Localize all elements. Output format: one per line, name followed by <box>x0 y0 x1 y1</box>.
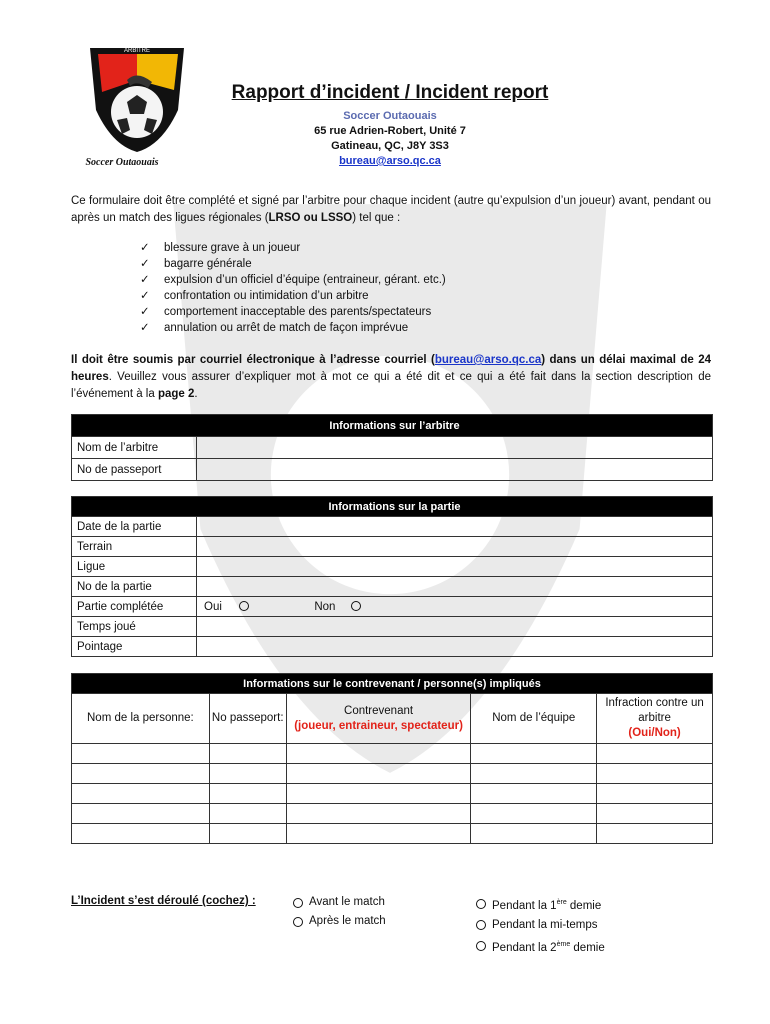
first-half-radio[interactable] <box>476 899 486 909</box>
second-half-option[interactable]: Pendant la 2ème demie <box>476 935 605 958</box>
list-item: ✓ bagarre générale <box>140 258 252 270</box>
half-time-radio[interactable] <box>476 920 486 930</box>
table-row <box>72 437 713 459</box>
after-match-option[interactable]: Après le match <box>293 912 386 931</box>
game-date-field[interactable] <box>197 517 713 537</box>
checkmark-icon: ✓ <box>140 258 150 270</box>
checkmark-icon: ✓ <box>140 322 150 334</box>
logo-shield-icon <box>82 40 192 180</box>
contact-email-link[interactable]: bureau@arso.qc.ca <box>339 155 441 167</box>
field-label: Terrain <box>72 537 197 557</box>
table-row <box>72 517 713 537</box>
list-item: ✓ annulation ou arrêt de match de façon imprévue <box>140 322 409 334</box>
list-item: ✓ confrontation ou intimidation d’un arbitre <box>140 290 369 302</box>
col-person-name: Nom de la personne: <box>72 694 210 744</box>
intro-paragraph <box>71 193 711 227</box>
referee-name-field[interactable] <box>197 437 713 459</box>
submission-notice: Il doit être soumis par courriel électronique à l’adresse courriel (bureau@arso.qc.ca) dans un délai maximal de 24 heures. Veuillez vous assurer d’expliquer mot à mot ce qui a été dit et ce qui a été fait dans la section description de l’événement à la page 2. <box>71 354 711 400</box>
intro-text-end: ) tel que : <box>352 212 401 224</box>
logo-bottom-text: Soccer Outaouais <box>85 157 159 168</box>
time-played-field[interactable] <box>197 617 713 637</box>
field-field[interactable] <box>197 537 713 557</box>
league-label: Ligue <box>72 557 197 577</box>
timing-options-right <box>476 893 605 958</box>
incident-type-list <box>140 240 446 336</box>
table-row <box>72 637 713 657</box>
first-half-option[interactable]: Pendant la 1ère demie <box>476 893 605 916</box>
offender-section-header: Informations sur le contrevenant / personne(s) impliqués <box>72 674 713 694</box>
referee-name-label: Nom de l’arbitre <box>72 437 197 459</box>
table-row <box>72 617 713 637</box>
before-match-radio[interactable] <box>293 898 303 908</box>
game-completed-options <box>197 597 713 617</box>
list-item: ✓ comportement inacceptable des parents/spectateurs <box>140 306 432 318</box>
table-row <box>72 597 713 617</box>
after-match-radio[interactable] <box>293 917 303 927</box>
page-title: Rapport d’incident / Incident report <box>231 82 549 103</box>
before-match-option[interactable]: Avant le match <box>293 893 386 912</box>
no-label: Non <box>314 600 336 613</box>
second-half-radio[interactable] <box>476 941 486 951</box>
yes-radio[interactable] <box>239 601 249 611</box>
referee-section-header: Informations sur l’arbitre <box>72 415 713 437</box>
half-time-option[interactable]: Pendant la mi-temps <box>476 916 605 935</box>
game-number-field[interactable] <box>197 577 713 597</box>
checkmark-icon: ✓ <box>140 242 150 254</box>
table-row <box>72 804 713 824</box>
game-number-label: No de la partie <box>72 577 197 597</box>
table-row <box>72 824 713 844</box>
yes-label: Oui <box>204 600 222 613</box>
league-field[interactable] <box>197 557 713 577</box>
table-header-row <box>72 694 713 744</box>
col-offender: Contrevenant (joueur, entraineur, spectateur) <box>286 694 471 744</box>
timing-options-left <box>293 893 386 931</box>
list-item: ✓ blessure grave à un joueur <box>140 242 301 254</box>
col-passport: No passeport: <box>209 694 286 744</box>
checkmark-icon: ✓ <box>140 306 150 318</box>
game-section-header: Informations sur la partie <box>72 497 713 517</box>
passport-number-label: No de passeport <box>72 459 197 481</box>
table-row <box>72 744 713 764</box>
passport-number-field[interactable] <box>197 459 713 481</box>
time-played-label: Temps joué <box>72 617 197 637</box>
table-row <box>72 784 713 804</box>
table-row <box>72 537 713 557</box>
col-infraction: Infraction contre un arbitre (Oui/Non) <box>597 694 713 744</box>
score-label: Pointage <box>72 637 197 657</box>
notice-email-link[interactable]: bureau@arso.qc.ca <box>434 354 542 366</box>
organization-name: Soccer Outaouais <box>343 110 437 122</box>
offender-info-table <box>71 673 713 844</box>
game-completed-label: Partie complétée <box>72 597 197 617</box>
arbitre-logo <box>82 40 192 180</box>
table-row <box>72 577 713 597</box>
game-date-label: Date de la partie <box>72 517 197 537</box>
table-row <box>72 459 713 481</box>
col-team: Nom de l’équipe <box>471 694 597 744</box>
incident-timing-label: L’Incident s’est déroulé (cochez) : <box>71 895 256 907</box>
score-field[interactable] <box>197 637 713 657</box>
no-radio[interactable] <box>351 601 361 611</box>
list-item: ✓ expulsion d’un officiel d’équipe (entraineur, gérant. etc.) <box>140 274 446 286</box>
checkmark-icon: ✓ <box>140 274 150 286</box>
intro-bold: LRSO ou LSSO <box>268 212 353 224</box>
table-row <box>72 557 713 577</box>
logo-top-text: ARBITRE <box>123 48 151 54</box>
table-row <box>72 764 713 784</box>
game-info-table <box>71 496 713 657</box>
intro-text: Ce formulaire doit être complété et signé par l’arbitre pour chaque incident (autre qu’expulsion d’un joueur) avant, pendant ou après un match des ligues régionales ( <box>71 195 711 224</box>
checkmark-icon: ✓ <box>140 290 150 302</box>
document-header <box>200 82 580 167</box>
address-line-2: Gatineau, QC, J8Y 3S3 <box>331 140 449 152</box>
address-line-1: 65 rue Adrien-Robert, Unité 7 <box>314 125 466 137</box>
referee-info-table <box>71 414 713 481</box>
